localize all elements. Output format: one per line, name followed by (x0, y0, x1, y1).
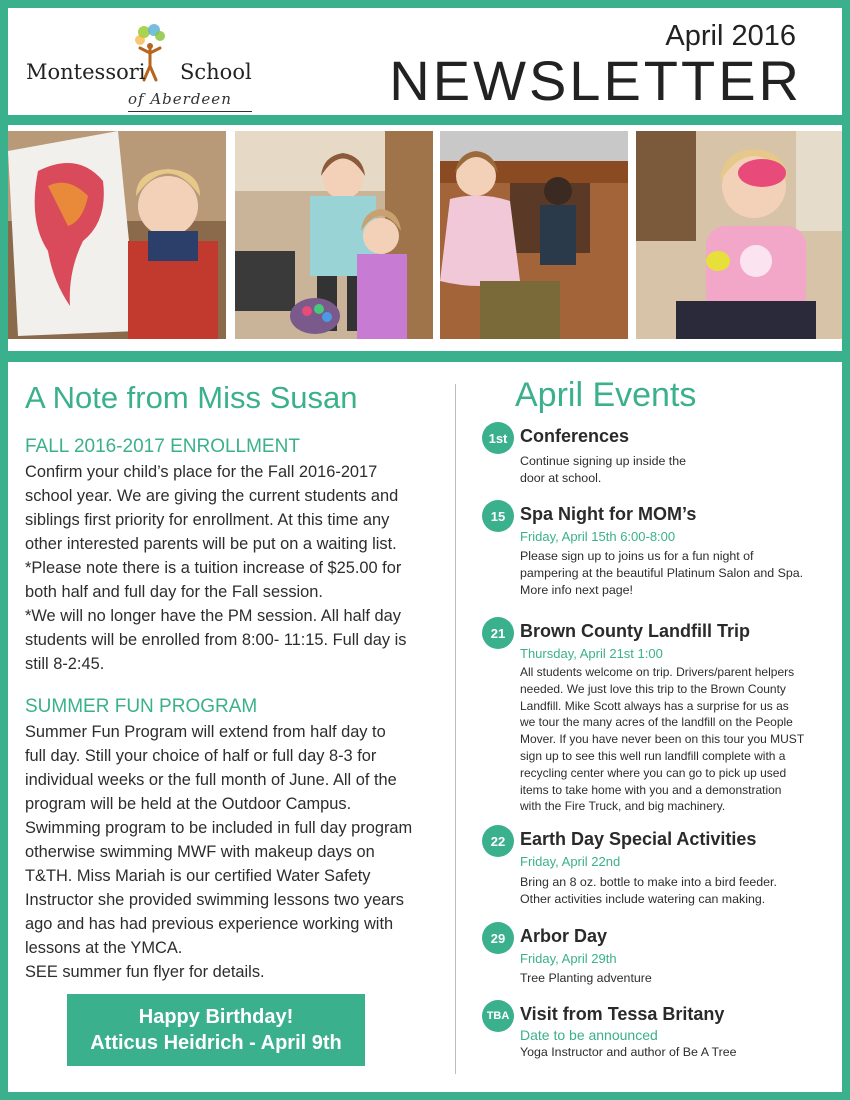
event-description-text: Continue signing up inside the door at school. (520, 454, 687, 485)
logo-script: of Aberdeen (128, 90, 232, 108)
event-name: Arbor Day (520, 926, 608, 946)
note-title: A Note from Miss Susan (25, 380, 358, 415)
event-date: Friday, April 22nd (520, 854, 621, 869)
school-logo (26, 22, 266, 112)
newsletter-title: NEWSLETTER (389, 49, 802, 112)
event-date: Friday, April 29th (520, 951, 617, 966)
enrollment-paragraph: Confirm your child’s place for the Fall 2016-2017 school year. We are giving the current students and siblings first priority for enrollment. At this time any other interested parents will be put on a waiting list. *Please note there is a tuition increase of $25.00 for both half and full day for the Fall session. *We will no longer have the PM session. All half day students will be enrolled from 8:00- 11:15. Full day is still 8-2:45. (25, 463, 407, 673)
issue-month: April 2016 (665, 20, 796, 52)
summer-heading: SUMMER FUN PROGRAM (25, 696, 258, 717)
birthday-line-2: Atticus Heidrich - April 9th (90, 1032, 342, 1054)
photo-girls-with-basket (235, 131, 433, 339)
summer-paragraph: Summer Fun Program will extend from half day to full day. Still your choice of half or full day 8-3 for individual weeks or the full month of June. All of the program will be held at the Outdoor Campus. Swimming program to be included in full day program otherwise swimming MWF with makeup days on T&TH. Miss Mariah is our certified Water Safety Instructor she provided swimming lessons two years ago and has had previous experience working with lessons at the YMCA. SEE summer fun flyer for details. (25, 723, 413, 981)
event-description (520, 970, 830, 987)
column-divider (455, 384, 456, 1074)
logo-word-right: School (180, 60, 252, 84)
event-name: Brown County Landfill Trip (520, 621, 750, 641)
event-description-text: Bring an 8 oz. bottle to make into a bird feeder. Other activities include watering can making. (520, 875, 777, 906)
photo-strip (8, 125, 842, 351)
event-description (520, 1044, 830, 1061)
event-description (520, 664, 830, 815)
event-date-badge: 22 (482, 825, 514, 857)
birthday-line-1: Happy Birthday! (138, 1006, 294, 1028)
event-description (520, 548, 830, 599)
enrollment-heading: FALL 2016-2017 ENROLLMENT (25, 436, 300, 457)
event-description-text: All students welcome on trip. Drivers/parent helpers needed. We just love this trip to the Brown County Landfill. Mike Scott always has a surprise for us as we tour the many acres of the landfill on the People Mover. If you have never been on this tour you MUST sign up to see this well run landfill complete with a recycling center where you can go to pick up used items to take home with you and a demonstration with the Fire Truck, and big machinery. (520, 665, 805, 814)
event-date-badge: 29 (482, 922, 514, 954)
photo-children-playhouse (440, 131, 628, 339)
event-name: Visit from Tessa Britany (520, 1004, 725, 1024)
event-description-text: Tree Planting adventure (520, 971, 652, 985)
event-date-badge: TBA (482, 1000, 514, 1032)
event-date-badge: 21 (482, 617, 514, 649)
event-date-badge: 1st (482, 422, 514, 454)
newsletter-header (8, 8, 842, 115)
event-date: Date to be announced (520, 1027, 658, 1043)
event-description-text: Please sign up to joins us for a fun night of pampering at the beautiful Platinum Salon and Spa. More info next page! (520, 549, 804, 597)
event-name: Spa Night for MOM’s (520, 504, 697, 524)
summer-text (25, 720, 425, 984)
enrollment-text (25, 460, 425, 676)
event-description-text: Yoga Instructor and author of Be A Tree (520, 1045, 737, 1059)
logo-underline (128, 111, 252, 112)
event-name: Earth Day Special Activities (520, 829, 757, 849)
event-description (520, 874, 830, 908)
events-title: April Events (515, 376, 697, 414)
photo-child-with-map (8, 131, 226, 339)
event-name: Conferences (520, 426, 630, 446)
event-description (520, 453, 830, 487)
event-date-badge: 15 (482, 500, 514, 532)
birthday-banner (67, 994, 365, 1066)
event-date: Thursday, April 21st 1:00 (520, 646, 663, 661)
event-date: Friday, April 15th 6:00-8:00 (520, 529, 676, 544)
newsletter-body (8, 362, 842, 1092)
logo-word-left: Montessori (26, 60, 146, 84)
photo-girl-with-chick (636, 131, 842, 339)
